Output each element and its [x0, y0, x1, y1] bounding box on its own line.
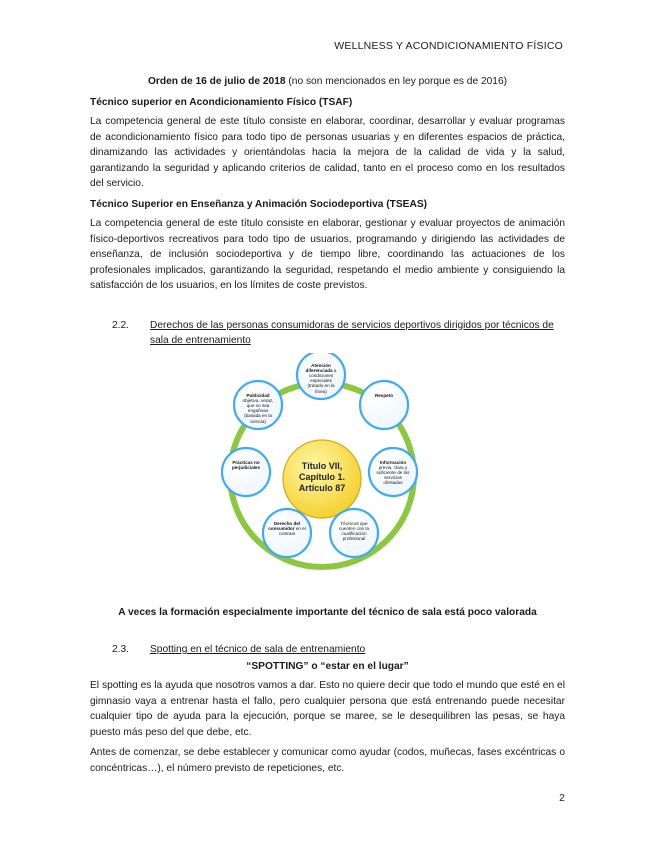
cycle-node-circle: [360, 381, 408, 429]
cycle-node-label: [335, 521, 373, 542]
page-number: 2: [559, 792, 565, 804]
cycle-node-label: [365, 393, 403, 398]
tseas-paragraph: La competencia general de este título consiste en elaborar, gestionar y evaluar proyectos de animación físico-deportivos recreativos para todo tipo de usuarios, programando y dirigiendo las actividades de enseñanza, de inclusión sociodeportiva y de tiempo libre, coordinando las actuaciones de los profesionales implicados, garantizando la seguridad, respetando el medio ambiente y consiguiendo la satisfacción de los usuarios, en los límites de coste previstos.: [90, 218, 565, 291]
page-content: [90, 74, 565, 781]
cycle-node-label: [239, 393, 277, 424]
center-label: Título VII, Capítulo 1. Artículo 87: [298, 460, 346, 493]
spotting-paragraph-2: Antes de comenzar, se debe establecer y comunicar como ayudar (codos, muñecas, fases excéntricas o concéntricas…), el número previsto de repeticiones, etc.: [90, 747, 565, 774]
tsaf-heading: Técnico superior en Acondicionamiento Físico (TSAF): [90, 96, 353, 108]
node-label-bold: Atención diferenciada: [305, 362, 333, 373]
section-2-2-heading: [90, 318, 565, 349]
training-note: A veces la formación especialmente importante del técnico de sala está poco valorada: [118, 606, 537, 618]
node-label-text: previa, clara y suficiente de los servicios ofertados: [376, 464, 410, 486]
spotting-title: “SPOTTING” o “estar en el lugar”: [246, 660, 409, 672]
node-label-bold: Publicidad: [246, 392, 270, 398]
cycle-node-label: [302, 363, 340, 394]
section-2-3-heading: [90, 642, 565, 658]
node-label-bold: Derecho del consumidor: [268, 520, 301, 531]
node-label-bold: Información: [379, 459, 407, 465]
running-header: WELLNESS Y ACONDICIONAMIENTO FÍSICO: [334, 40, 563, 52]
order-line: [90, 74, 565, 90]
node-label-text: en el contrato: [278, 525, 306, 536]
tseas-heading: Técnico Superior en Enseñanza y Animación Sociodeportiva (TSEAS): [90, 198, 428, 210]
section-2-3-title: Spotting en el técnico de sala de entrenamiento: [150, 644, 366, 655]
order-note: (no son mencionados en ley porque es de 2016): [285, 76, 508, 87]
spotting-paragraph-1: El spotting es la ayuda que nosotros vamos a dar. Esto no quiere decir que todo el mundo que esté en el gimnasio vaya a entrenar hasta el fallo, pero cualquier persona que está entrenando puede necesitar cualquier tipo de ayuda para la ejecución, porque se maree, se le desequilibren las pesas, se haya puesto más peso del que debe, etc.: [90, 680, 565, 738]
node-label-bold: Respeto: [374, 392, 394, 398]
node-label-bold: Prácticas no perjudiciales: [231, 459, 261, 470]
section-2-3-number: 2.3.: [112, 644, 129, 655]
node-label-text: a condiciones especiales (tratado en la línea): [307, 367, 337, 394]
section-2-2-title: Derechos de las personas consumidoras de servicios deportivos dirigidos por técnicos de sala de entrenamiento: [150, 319, 554, 346]
cycle-node-label: [268, 521, 306, 537]
cycle-node-label: [374, 460, 412, 486]
cycle-node-label: [227, 460, 265, 470]
rights-cycle-diagram: [90, 353, 565, 593]
tsaf-paragraph: La competencia general de este título consiste en elaborar, coordinar, desarrollar y evaluar programas de acondicionamiento físico para todo tipo de personas usuarias y en diferentes espacios de práctica, dinamizando las actividades y orientándolas hacia la mejora de la calidad de vida y la salud, garantizando la seguridad y aplicando criterios de calidad, tanto en el proceso como en los resultados del servicio.: [90, 116, 565, 189]
section-2-2-number: 2.2.: [112, 319, 129, 331]
node-label-text: objetiva, veraz, que no sea engañosa (basada en la ciencia): [242, 397, 274, 424]
cycle-node-circle: [222, 448, 270, 496]
node-label-text: Técnicos que cuenten con la cualificación profesional: [339, 520, 369, 542]
order-date: Orden de 16 de julio de 2018: [147, 76, 286, 87]
